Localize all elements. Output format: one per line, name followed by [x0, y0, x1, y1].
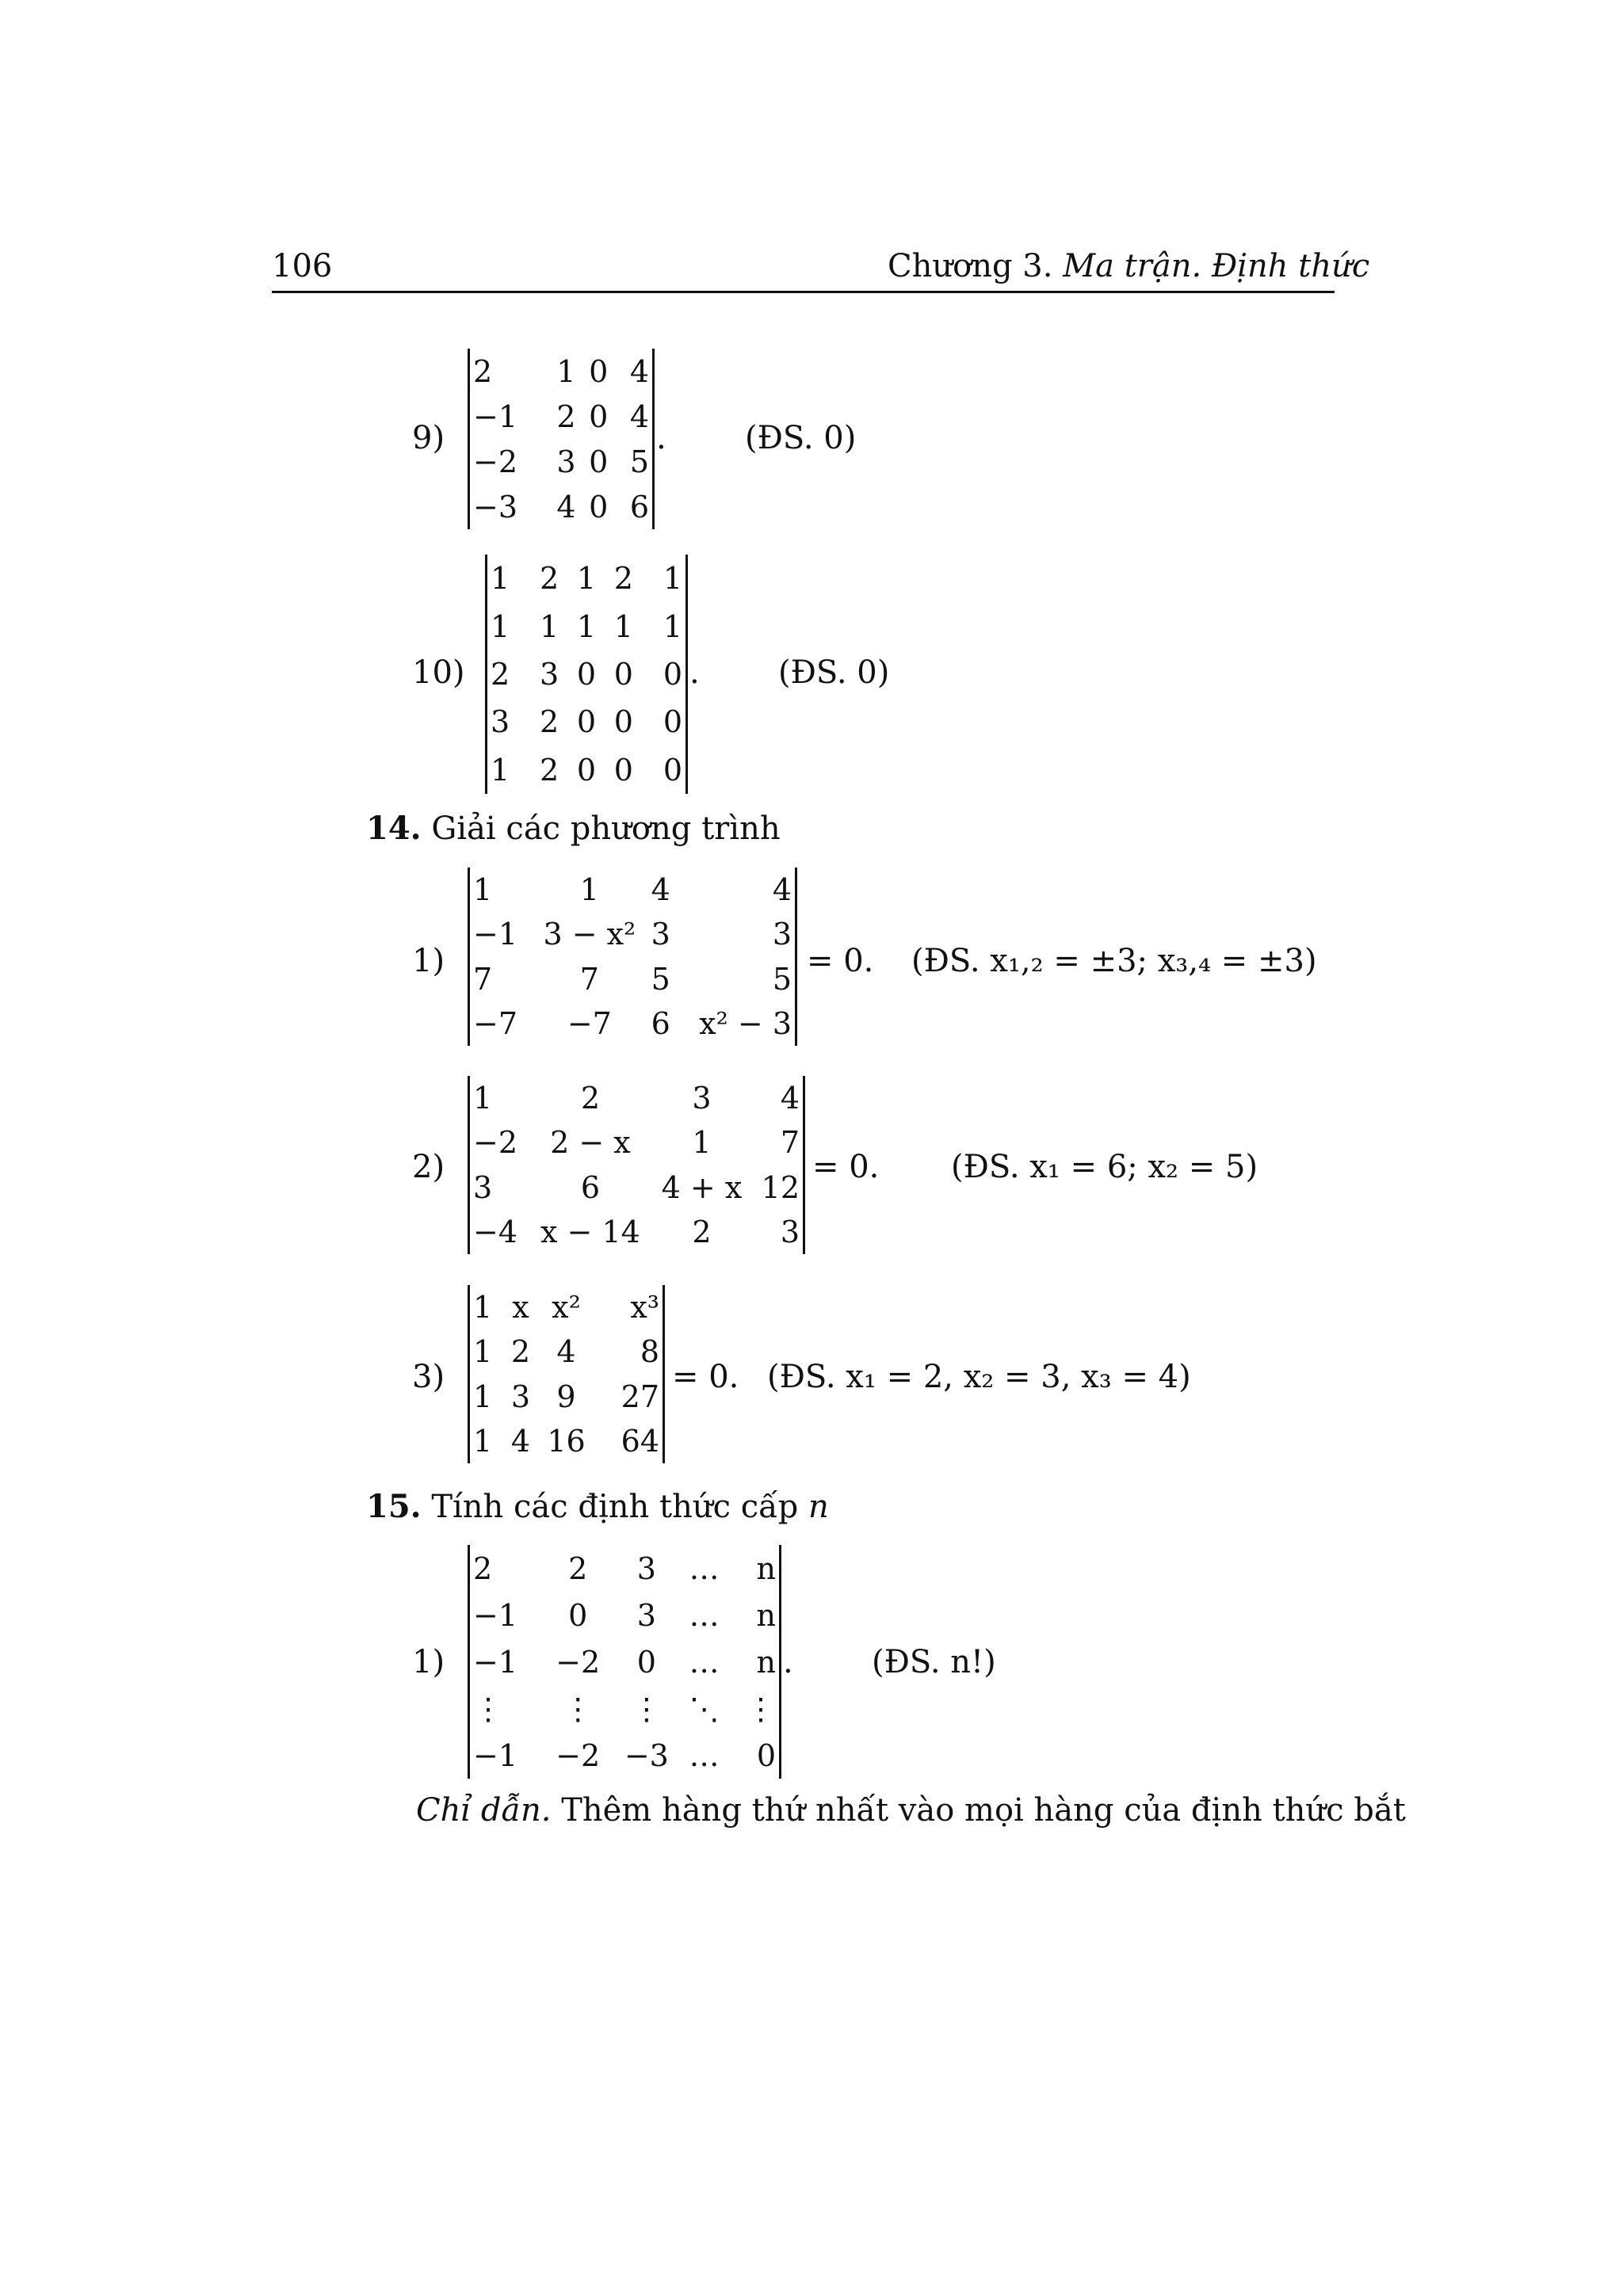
determinant-entry: … — [689, 1737, 720, 1773]
determinant-entry: 1 — [473, 1379, 493, 1414]
determinant-row — [470, 912, 795, 956]
determinant-entry: 3 — [780, 1214, 800, 1249]
determinant-entry: 4 — [556, 489, 576, 524]
determinant-row — [470, 957, 795, 1001]
determinant-entry: 3 — [651, 917, 670, 952]
determinant-entry: −2 — [473, 444, 518, 479]
equation-label: 2) — [412, 1149, 445, 1185]
equation-label: 1) — [412, 943, 445, 979]
determinant-entry: 2 — [510, 1334, 531, 1370]
determinant-entry: 1 — [576, 608, 597, 644]
determinant-entry: 3 — [636, 1597, 656, 1633]
determinant-entry: 64 — [621, 1423, 659, 1459]
determinant-entry: n — [756, 1597, 776, 1633]
problem-label: 1) — [412, 1644, 445, 1680]
determinant-entry: … — [689, 1644, 720, 1680]
determinant-grid — [470, 868, 795, 1046]
determinant-entry: 0 — [663, 704, 682, 740]
determinant-entry: 1 — [576, 561, 597, 597]
determinant-entry: … — [689, 1550, 720, 1586]
determinant-entry: 2 − x — [550, 1125, 631, 1161]
determinant-entry: 4 — [556, 1334, 576, 1370]
determinant-row — [470, 1375, 663, 1419]
determinant-entry: 12 — [761, 1169, 800, 1205]
determinant-entry: 3 — [473, 1169, 493, 1205]
determinant-row — [470, 868, 795, 912]
determinant-entry: 3 — [772, 917, 792, 952]
determinant-entry: 2 — [473, 353, 493, 389]
determinant-entry: −3 — [473, 489, 518, 524]
equation-rhs: = 0. — [812, 1149, 880, 1185]
determinant-row — [470, 394, 652, 439]
determinant-entry: −7 — [473, 1005, 518, 1041]
determinant-entry: 2 — [539, 561, 559, 597]
determinant-entry: x³ — [630, 1290, 659, 1325]
determinant-entry: 2 — [539, 752, 559, 788]
determinant-row — [470, 1001, 795, 1046]
header-rule — [272, 291, 1335, 293]
determinant-entry: −7 — [567, 1005, 612, 1041]
equation-rhs: = 0. — [807, 943, 874, 979]
determinant-entry: 0 — [568, 1597, 588, 1633]
hint-line — [416, 1792, 1406, 1829]
determinant-row — [470, 1638, 779, 1685]
determinant — [468, 868, 797, 1046]
determinant-entry: ⋮ — [473, 1691, 503, 1726]
problem-label: 9) — [412, 420, 445, 456]
determinant-entry: 0 — [589, 399, 609, 434]
section-title: Giải các phương trình — [431, 810, 781, 847]
determinant-entry: 3 — [510, 1379, 531, 1414]
determinant-entry: 0 — [613, 656, 633, 692]
determinant-row — [487, 698, 685, 746]
determinant-row — [487, 555, 685, 602]
determinant-entry: 1 — [473, 872, 493, 908]
determinant-entry: 1 — [663, 561, 682, 597]
determinant-entry: 3 — [692, 1081, 712, 1116]
determinant-entry: −1 — [473, 917, 518, 952]
section-heading — [366, 810, 781, 847]
determinant-entry: 1 — [473, 1081, 493, 1116]
determinant-grid — [470, 1285, 663, 1463]
determinant-row — [470, 1545, 779, 1592]
determinant-entry: −1 — [473, 399, 518, 434]
determinant-row — [470, 439, 652, 484]
determinant — [485, 555, 688, 794]
equation-label: 3) — [412, 1359, 445, 1395]
determinant-entry: −4 — [473, 1214, 518, 1249]
determinant-entry: x² — [552, 1290, 581, 1325]
determinant-entry: 1 — [491, 561, 510, 597]
determinant-entry: 3 — [556, 444, 576, 479]
determinant-entry: 4 — [510, 1423, 531, 1459]
determinant-entry: ⋮ — [746, 1691, 776, 1726]
determinant-entry: 2 — [539, 704, 559, 740]
answer: (ĐS. n!) — [872, 1644, 996, 1680]
determinant-entry: 7 — [579, 961, 599, 997]
determinant-entry: 0 — [576, 656, 597, 692]
determinant-row — [470, 1210, 803, 1254]
determinant-entry: x − 14 — [540, 1214, 640, 1249]
determinant-row — [470, 484, 652, 529]
determinant-entry: 4 — [629, 353, 649, 389]
determinant-entry: … — [689, 1597, 720, 1633]
determinant-entry: n — [756, 1550, 776, 1586]
determinant-entry: 2 — [473, 1550, 493, 1586]
determinant-entry: 16 — [547, 1423, 586, 1459]
determinant-entry: −1 — [473, 1597, 518, 1633]
determinant-entry: 0 — [576, 752, 597, 788]
determinant-entry: 3 — [539, 656, 559, 692]
determinant-entry: 2 — [580, 1081, 601, 1116]
chapter-title — [888, 248, 1369, 284]
determinant-entry: 1 — [473, 1423, 493, 1459]
determinant-entry: x — [512, 1290, 529, 1325]
determinant-entry: 0 — [663, 752, 682, 788]
equation-rhs: = 0. — [672, 1359, 739, 1395]
determinant-entry: 0 — [636, 1644, 656, 1680]
determinant-row — [470, 1592, 779, 1638]
determinant-entry: 4 + x — [661, 1169, 743, 1205]
determinant-entry: 4 — [651, 872, 670, 908]
determinant-entry: 2 — [556, 399, 576, 434]
determinant-entry: 3 — [636, 1550, 656, 1586]
problem-label: 10) — [412, 654, 465, 691]
determinant — [468, 1076, 805, 1254]
determinant-row — [470, 1076, 803, 1120]
page-number: 106 — [272, 248, 333, 284]
determinant — [468, 1285, 665, 1463]
determinant-row — [470, 1329, 663, 1374]
section-heading — [366, 1488, 829, 1525]
determinant-entry: 5 — [651, 961, 670, 997]
determinant-entry: 6 — [629, 489, 649, 524]
determinant-entry: 2 — [692, 1214, 712, 1249]
determinant-entry: 7 — [473, 961, 493, 997]
hint-label: Chỉ dẫn. — [416, 1792, 552, 1829]
determinant-entry: ⋮ — [631, 1691, 662, 1726]
determinant-entry: −1 — [473, 1737, 518, 1773]
determinant-entry: 1 — [613, 608, 633, 644]
determinant-entry: 4 — [780, 1081, 800, 1116]
determinant-entry: 0 — [589, 353, 609, 389]
determinant-entry: 0 — [613, 704, 633, 740]
determinant-entry: 1 — [579, 872, 599, 908]
determinant-entry: 4 — [772, 872, 792, 908]
section-number: 14. — [366, 810, 422, 847]
determinant-entry: 1 — [473, 1290, 493, 1325]
determinant-entry: 7 — [780, 1125, 800, 1161]
determinant-entry: 2 — [568, 1550, 588, 1586]
determinant-entry: 5 — [772, 961, 792, 997]
determinant-entry: 0 — [663, 656, 682, 692]
determinant-entry: 3 − x² — [543, 917, 636, 952]
determinant-grid — [470, 1545, 779, 1779]
determinant-entry: 0 — [756, 1737, 776, 1773]
determinant-row — [487, 602, 685, 650]
hint-text: Thêm hàng thứ nhất vào mọi hàng của định thức bắt — [561, 1792, 1406, 1829]
determinant-entry: 6 — [580, 1169, 601, 1205]
section-title: Tính các định thức cấp — [431, 1489, 799, 1525]
determinant-row — [487, 650, 685, 698]
answer: (ĐS. 0) — [745, 420, 857, 456]
chapter-name: Ma trận. Định thức — [1063, 248, 1370, 284]
determinant-grid — [487, 555, 685, 794]
answer: (ĐS. x₁,₂ = ±3; x₃,₄ = ±3) — [911, 943, 1317, 979]
section-number: 15. — [366, 1488, 422, 1525]
determinant-row — [470, 1165, 803, 1210]
determinant-row — [470, 1685, 779, 1732]
answer: (ĐS. 0) — [778, 654, 890, 691]
chapter-number: Chương 3. — [888, 248, 1053, 284]
determinant-entry: 1 — [556, 353, 576, 389]
determinant-row — [470, 1285, 663, 1329]
determinant-entry: 1 — [491, 608, 510, 644]
determinant-entry: 0 — [576, 704, 597, 740]
determinant-entry: 0 — [589, 444, 609, 479]
determinant-entry: n — [756, 1644, 776, 1680]
determinant-entry: 5 — [629, 444, 649, 479]
determinant-entry: 4 — [629, 399, 649, 434]
determinant-punctuation: . — [783, 1644, 793, 1680]
determinant-row — [470, 1732, 779, 1779]
determinant-entry: −2 — [556, 1737, 601, 1773]
determinant-entry: 3 — [491, 704, 510, 740]
determinant-entry: 6 — [651, 1005, 670, 1041]
determinant-row — [487, 746, 685, 794]
determinant-entry: −2 — [473, 1125, 518, 1161]
determinant-entry: 0 — [613, 752, 633, 788]
determinant-grid — [470, 1076, 803, 1254]
determinant-grid — [470, 349, 652, 529]
determinant-entry: −3 — [624, 1737, 669, 1773]
determinant-entry: 1 — [692, 1125, 712, 1161]
determinant-row — [470, 1419, 663, 1463]
determinant-entry: 1 — [663, 608, 682, 644]
determinant-entry: 9 — [556, 1379, 576, 1414]
determinant-entry: 8 — [640, 1334, 659, 1370]
determinant-entry: x² − 3 — [699, 1005, 792, 1041]
answer: (ĐS. x₁ = 6; x₂ = 5) — [951, 1149, 1258, 1185]
determinant-entry: 0 — [589, 489, 609, 524]
determinant-entry: −1 — [473, 1644, 518, 1680]
determinant-entry: 1 — [491, 752, 510, 788]
determinant-row — [470, 1120, 803, 1165]
determinant-entry: 2 — [613, 561, 633, 597]
determinant-entry: 2 — [491, 656, 510, 692]
determinant — [468, 1545, 781, 1779]
determinant-entry: −2 — [556, 1644, 601, 1680]
determinant-punctuation: . — [689, 654, 700, 691]
determinant-punctuation: . — [656, 420, 666, 456]
section-title-variable: n — [808, 1489, 829, 1525]
determinant-entry: 1 — [539, 608, 559, 644]
determinant-entry: 1 — [473, 1334, 493, 1370]
determinant — [468, 349, 655, 529]
determinant-row — [470, 349, 652, 394]
determinant-entry: 27 — [621, 1379, 659, 1414]
determinant-entry: ⋮ — [563, 1691, 594, 1726]
determinant-entry: ⋱ — [689, 1691, 720, 1726]
answer: (ĐS. x₁ = 2, x₂ = 3, x₃ = 4) — [767, 1359, 1191, 1395]
